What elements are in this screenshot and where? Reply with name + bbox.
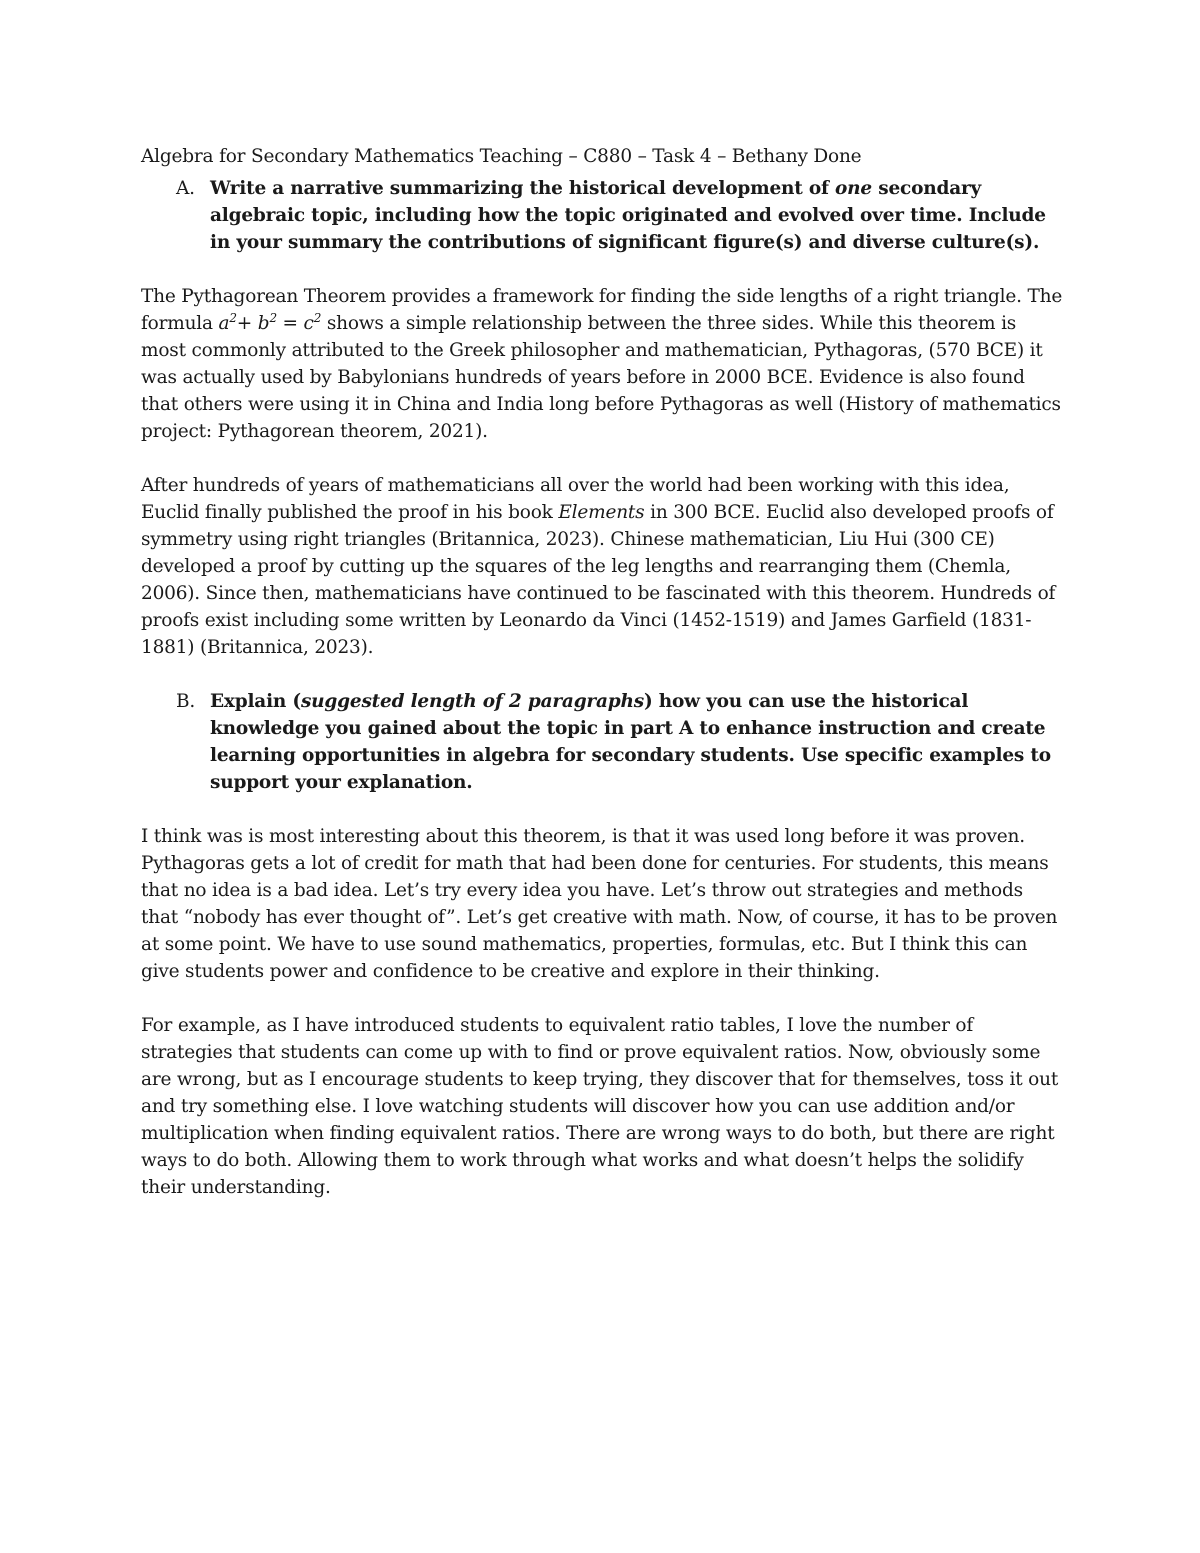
- formula-b: b: [257, 313, 270, 334]
- section-a-paragraph-2: [141, 472, 1063, 661]
- formula-c: c: [303, 313, 314, 334]
- prompt-a: [141, 175, 1063, 256]
- pythagorean-formula: [219, 313, 322, 334]
- prompt-b-text-2: ) how you can use the historical knowledge you gained about the topic in part A to enhance instruction and create learning opportunities in algebra for secondary students. Use specific examples to support your explanation.: [210, 691, 1051, 793]
- prompt-b: [141, 688, 1063, 796]
- book-title-elements: Elements: [558, 502, 645, 523]
- formula-equals: =: [276, 313, 304, 334]
- prompt-a-emphasis: one: [835, 178, 872, 199]
- prompt-b-marker: B.: [176, 691, 196, 712]
- prompt-b-text-1: Explain (: [210, 691, 301, 712]
- document-title: Algebra for Secondary Mathematics Teaching – C880 – Task 4 – Bethany Done: [141, 146, 862, 167]
- prompt-a-text-1: Write a narrative summarizing the historical development of: [210, 178, 836, 199]
- prompt-a-marker: A.: [176, 178, 195, 199]
- formula-exp-c: 2: [313, 311, 322, 325]
- section-b-paragraph-1: I think was is most interesting about this theorem, is that it was used long before it was proven. Pythagoras gets a lot of credit for math that had been done for centuries. For students, this means that no idea is a bad idea. Let’s try every idea you have. Let’s throw out strategies and methods that “nobody has ever thought of”. Let’s get creative with math. Now, of course, it has to be proven at some point. We have to use sound mathematics, properties, formulas, etc. But I think this can give students power and confidence to be creative and explore in their thinking.: [141, 826, 1058, 982]
- section-b-paragraph-2: For example, as I have introduced students to equivalent ratio tables, I love the number of strategies that students can come up with to find or prove equivalent ratios. Now, obviously some are wrong, but as I encourage students to keep trying, they discover that for themselves, toss it out and try something else. I love watching students will discover how you can use addition and/or multiplication when finding equivalent ratios. There are wrong ways to do both, but there are right ways to do both. Allowing them to work through what works and what doesn’t helps the solidify their understanding.: [141, 1015, 1059, 1198]
- formula-plus: +: [236, 313, 258, 334]
- prompt-a-text-2: secondary algebraic topic, including how the topic originated and evolved over time. Include in your summary the contributions of significant figure(s) and diverse culture(s).: [210, 178, 1046, 253]
- formula-exp-a: 2: [229, 311, 237, 325]
- section-a-p1-text-2: shows a simple relationship between the three sides. While this theorem is most commonly attributed to the Greek philosopher and mathematician, Pythagoras, (570 BCE) it was actually used by Babylonians hundreds of years before in 2000 BCE. Evidence is also found that others were using it in China and India long before Pythagoras as well (History of mathematics project: Pythagorean theorem, 2021).: [141, 313, 1061, 442]
- section-a-p2-text-2: in 300 BCE. Euclid also developed proofs of symmetry using right triangles (Britannica, 2023). Chinese mathematician, Liu Hui (300 CE) developed a proof by cutting up the squares of the leg lengths and rearranging them (Chemla, 2006). Since then, mathematicians have continued to be fascinated with this theorem. Hundreds of proofs exist including some written by Leonardo da Vinci (1452-1519) and James Garfield (1831-1881) (Britannica, 2023).: [141, 502, 1056, 658]
- section-a-p1-text-1: The Pythagorean Theorem provides a framework for finding the side lengths of a right triangle. The formula: [141, 286, 1063, 334]
- prompt-b-emphasis: suggested length of 2 paragraphs: [300, 691, 644, 712]
- formula-exp-b: 2: [269, 311, 277, 325]
- document-body: [141, 143, 1063, 1201]
- section-a-paragraph-1: [141, 283, 1063, 445]
- section-a-p2-text-1: After hundreds of years of mathematicians all over the world had been working with this idea, Euclid finally published the proof in his book: [141, 475, 1010, 523]
- formula-a: a: [218, 313, 230, 334]
